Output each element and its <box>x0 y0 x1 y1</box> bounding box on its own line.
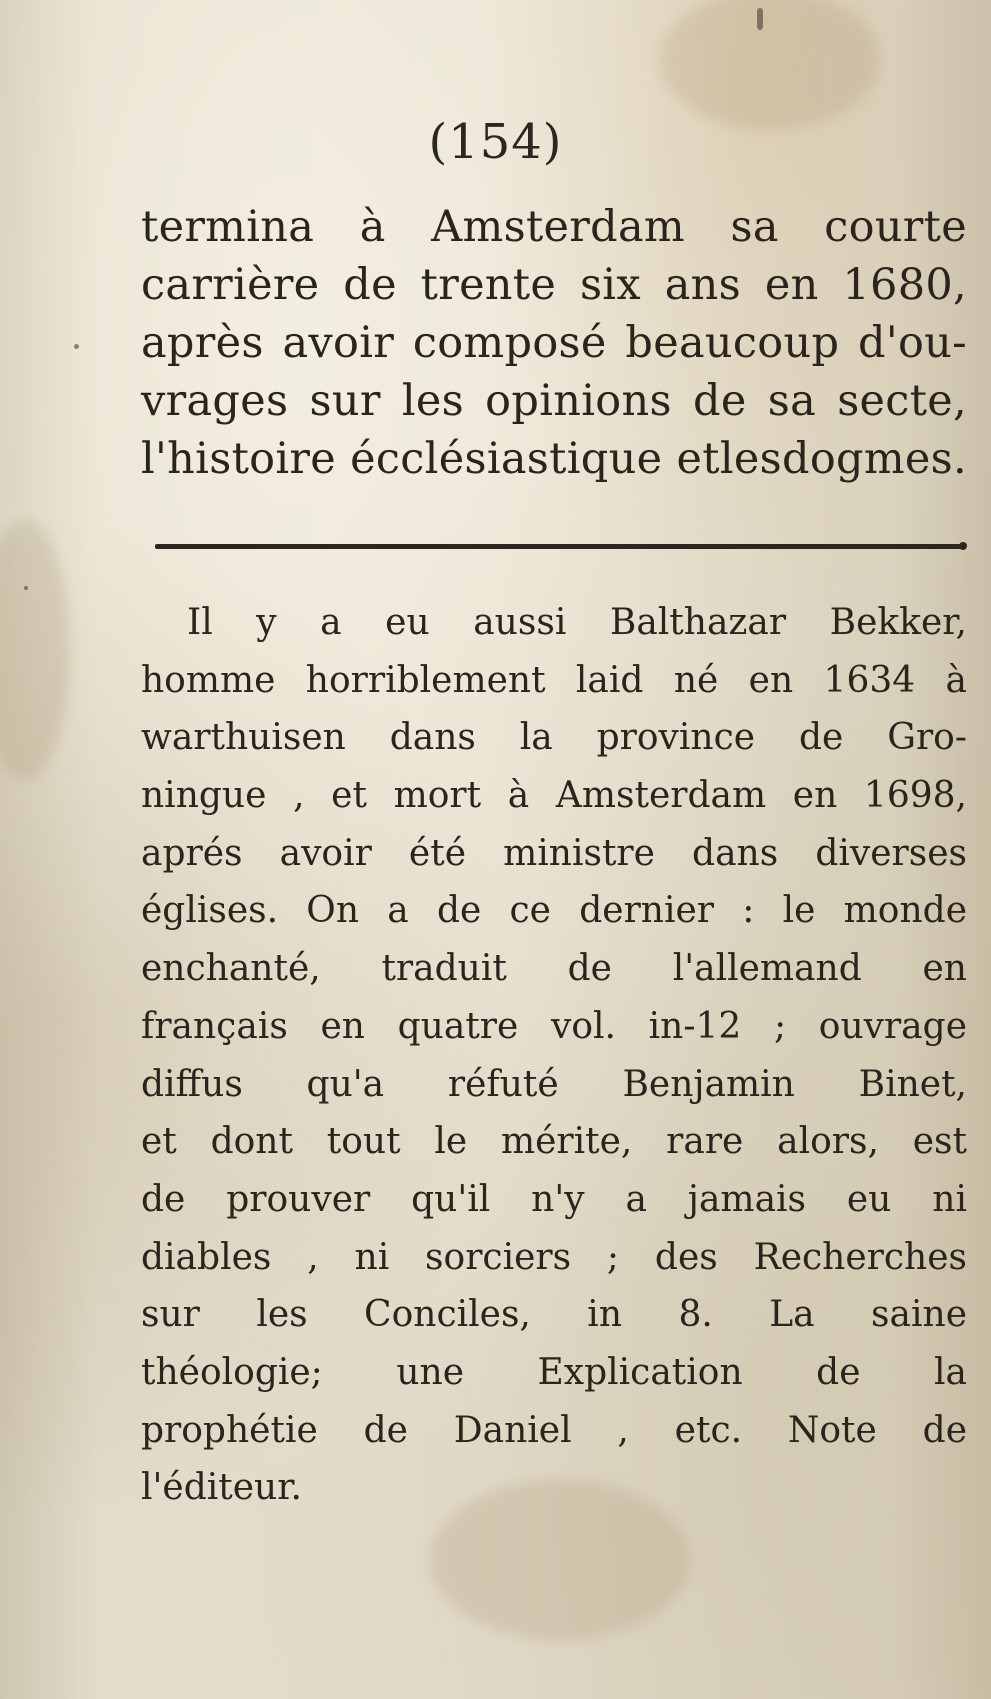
note-line: théologie; une Explication de la <box>141 1351 967 1393</box>
text-line: vrages sur les opinions de sa secte, <box>141 376 967 426</box>
ink-speck <box>74 344 79 349</box>
note-line: français en quatre vol. in-12 ; ouvrage <box>141 1005 967 1047</box>
section-divider <box>155 544 964 549</box>
note-line: ningue , et mort à Amsterdam en 1698, <box>141 775 967 817</box>
note-line: homme horriblement laid né en 1634 à <box>141 659 967 701</box>
text-line: après avoir composé beaucoup d'ou- <box>141 318 967 368</box>
note-line: aprés avoir été ministre dans diverses <box>141 832 967 874</box>
note-line: Il y a eu aussi Balthazar Bekker, <box>187 602 967 643</box>
note-line: de prouver qu'il n'y a jamais eu ni <box>141 1178 967 1220</box>
main-text <box>141 198 967 488</box>
text-line: termina à Amsterdam sa courte <box>141 202 967 252</box>
note-line: prophétie de Daniel , etc. Note de <box>141 1409 967 1451</box>
note-line: warthuisen dans la province de Gro- <box>141 717 967 759</box>
note-line: églises. On a de ce dernier : le monde <box>141 890 967 932</box>
note-line: diables , ni sorciers ; des Recherches <box>141 1236 967 1278</box>
ink-speck <box>757 8 763 30</box>
text-line: carrière de trente six ans en 1680, <box>141 260 967 310</box>
page-number: (154) <box>428 114 563 170</box>
note-line: enchanté, traduit de l'allemand en <box>141 948 967 990</box>
note-line: l'éditeur. <box>141 1467 302 1509</box>
text-line: l'histoire écclésiastique etlesdogmes. <box>141 434 967 484</box>
ink-speck <box>24 586 28 590</box>
paper-stain <box>660 0 880 130</box>
editor-note <box>141 594 967 1517</box>
note-line: et dont tout le mérite, rare alors, est <box>141 1121 967 1163</box>
paper-stain <box>0 520 70 780</box>
note-line: diffus qu'a réfuté Benjamin Binet, <box>141 1063 967 1105</box>
note-line: sur les Conciles, in 8. La saine <box>141 1294 967 1336</box>
